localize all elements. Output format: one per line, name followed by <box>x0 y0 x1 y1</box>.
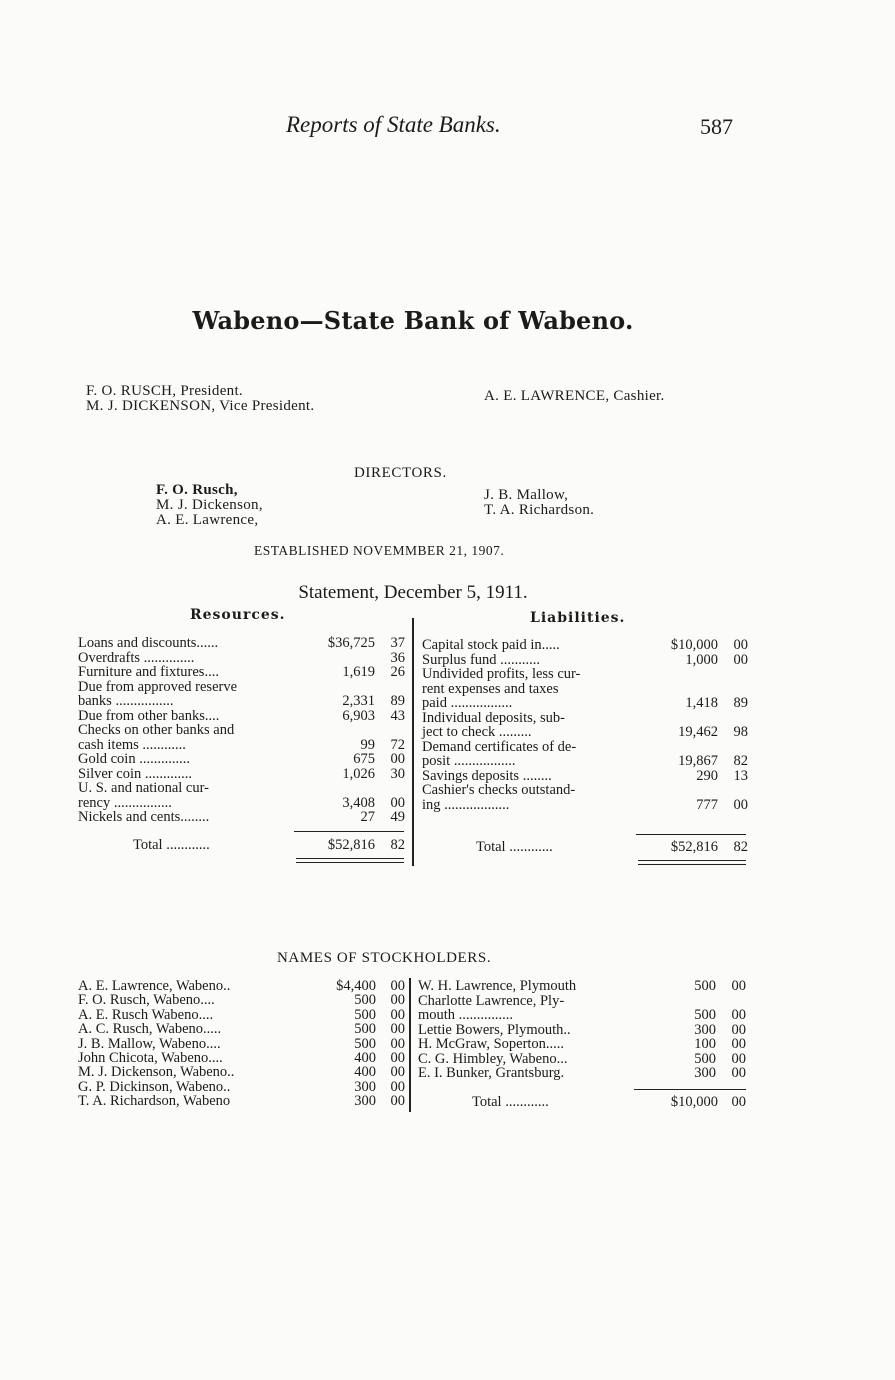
row-label: Capital stock paid in..... <box>422 637 560 653</box>
liability-row <box>422 696 748 711</box>
row-dollars: 2,331 <box>342 693 375 709</box>
row-dollars: 1,619 <box>342 664 375 680</box>
resource-row <box>78 636 405 651</box>
row-cents: 98 <box>733 724 748 740</box>
resource-row <box>78 810 405 825</box>
total-label: Total ............ <box>476 839 553 855</box>
row-dollars: 19,867 <box>678 753 718 769</box>
row-dollars: 675 <box>353 751 375 767</box>
total-dollars: $10,000 <box>670 1094 718 1110</box>
row-label: rency ................ <box>78 794 172 811</box>
total-dollars: $52,816 <box>670 839 718 855</box>
liability-row <box>422 667 748 682</box>
row-label: Loans and discounts...... <box>78 635 219 651</box>
row-label: cash items ............ <box>78 736 186 753</box>
row-label: A. C. Rusch, Wabeno..... <box>78 1021 222 1038</box>
resource-row <box>78 665 405 680</box>
row-dollars: 290 <box>696 767 718 784</box>
row-label: Charlotte Lawrence, Ply- <box>418 992 565 1009</box>
row-label: mouth ............... <box>418 1007 514 1023</box>
row-label: F. O. Rusch, Wabeno.... <box>78 992 215 1009</box>
row-label: posit ................. <box>422 753 516 769</box>
liability-row <box>422 783 748 798</box>
liability-row <box>422 638 748 653</box>
row-label: Overdrafts .............. <box>78 649 195 666</box>
row-cents: 00 <box>390 992 405 1009</box>
row-label: Nickels and cents........ <box>78 809 210 825</box>
row-cents: 00 <box>731 1036 746 1052</box>
row-dollars: 500 <box>354 1006 376 1023</box>
row-cents: 00 <box>731 1021 746 1038</box>
row-cents: 00 <box>733 796 748 813</box>
liability-row <box>422 725 748 740</box>
liability-row <box>422 754 748 769</box>
row-cents: 00 <box>390 1078 405 1095</box>
liability-row <box>422 798 748 813</box>
row-cents: 30 <box>390 765 405 782</box>
row-label: Gold coin .............. <box>78 751 190 767</box>
row-dollars: 500 <box>694 978 716 994</box>
stockholders-total-row <box>472 1095 746 1110</box>
director-name: M. J. Dickenson, <box>156 497 263 513</box>
row-label: Due from other banks.... <box>78 707 220 724</box>
row-dollars: 400 <box>354 1050 376 1066</box>
resource-row <box>78 781 405 796</box>
stockholders-column-divider <box>409 978 411 1112</box>
row-dollars: $36,725 <box>327 635 375 651</box>
statement-column-divider <box>412 618 414 866</box>
resources-total-row <box>133 838 405 853</box>
row-label: ing .................. <box>422 796 510 813</box>
stockholders-heading: NAMES OF STOCKHOLDERS. <box>277 950 492 966</box>
stockholder-row <box>78 1094 405 1109</box>
row-label: Furniture and fixtures.... <box>78 664 219 680</box>
row-cents: 00 <box>731 1050 746 1067</box>
director-name: J. B. Mallow, <box>484 487 569 503</box>
stockholder-row <box>78 1022 405 1037</box>
row-dollars: 300 <box>694 1065 716 1081</box>
liabilities-total-rule <box>636 834 746 835</box>
row-dollars: 1,026 <box>342 765 375 782</box>
row-dollars: 500 <box>354 1035 376 1052</box>
liabilities-heading: Liabilities. <box>530 610 626 626</box>
cashier-line: A. E. LAWRENCE, Cashier. <box>484 388 665 404</box>
row-cents: 00 <box>390 751 405 767</box>
row-label: J. B. Mallow, Wabeno.... <box>78 1035 221 1052</box>
row-dollars: 300 <box>354 1093 376 1110</box>
row-cents: 49 <box>390 809 405 825</box>
bank-title: Wabeno—State Bank of Wabeno. <box>192 306 634 335</box>
row-dollars: 500 <box>694 1007 716 1023</box>
row-cents: 36 <box>390 649 405 666</box>
row-label: Silver coin ............. <box>78 765 192 782</box>
total-cents: 82 <box>733 839 748 855</box>
row-label: paid ................. <box>422 695 513 711</box>
resources-double-rule <box>296 862 404 863</box>
row-label: Checks on other banks and <box>78 722 235 738</box>
row-cents: 37 <box>390 635 405 651</box>
row-dollars: 1,418 <box>685 695 718 711</box>
total-cents: 82 <box>390 837 405 853</box>
row-cents: 00 <box>731 1007 746 1023</box>
total-cents: 00 <box>731 1094 746 1110</box>
row-dollars: 500 <box>694 1050 716 1067</box>
president-line: F. O. RUSCH, President. <box>86 383 243 399</box>
director-name: T. A. Richardson. <box>484 502 595 518</box>
row-label: Cashier's checks outstand- <box>422 782 576 798</box>
running-title: Reports of State Banks. <box>286 112 501 137</box>
row-label: H. McGraw, Soperton..... <box>418 1036 565 1052</box>
total-label: Total ............ <box>472 1094 549 1110</box>
row-cents: 43 <box>390 707 405 724</box>
row-cents: 00 <box>733 651 748 668</box>
director-name: A. E. Lawrence, <box>156 512 259 528</box>
resources-heading: Resources. <box>190 607 286 623</box>
row-dollars: 1,000 <box>685 651 718 668</box>
row-label: John Chicota, Wabeno.... <box>78 1050 223 1066</box>
vice-president-line: M. J. DICKENSON, Vice President. <box>86 398 315 414</box>
row-label: G. P. Dickinson, Wabeno.. <box>78 1078 231 1095</box>
row-cents: 00 <box>733 637 748 653</box>
resources-double-rule <box>296 858 404 859</box>
row-cents: 13 <box>733 767 748 784</box>
row-cents: 82 <box>733 753 748 769</box>
liabilities-double-rule <box>638 864 746 865</box>
established-line: ESTABLISHED NOVEMMBER 21, 1907. <box>254 543 505 558</box>
total-dollars: $52,816 <box>327 837 375 853</box>
total-label: Total ............ <box>133 837 210 853</box>
row-dollars: 3,408 <box>342 794 375 811</box>
row-cents: 89 <box>733 695 748 711</box>
row-dollars: 300 <box>694 1021 716 1038</box>
liabilities-double-rule <box>638 860 746 861</box>
stockholder-row <box>418 1037 746 1052</box>
resource-row <box>78 752 405 767</box>
resource-row <box>78 723 405 738</box>
page-number: 587 <box>700 114 733 139</box>
row-dollars: 777 <box>696 796 718 813</box>
statement-title: Statement, December 5, 1911. <box>298 582 528 603</box>
row-dollars: 500 <box>354 992 376 1009</box>
row-label: Demand certificates of de- <box>422 738 577 755</box>
row-cents: 00 <box>731 1065 746 1081</box>
row-label: Lettie Bowers, Plymouth.. <box>418 1021 571 1038</box>
row-dollars: 100 <box>694 1036 716 1052</box>
row-label: banks ................ <box>78 693 174 709</box>
row-label: Surplus fund ........... <box>422 651 541 668</box>
row-cents: 00 <box>390 1050 405 1066</box>
row-dollars: 19,462 <box>678 724 718 740</box>
row-dollars: 27 <box>360 809 375 825</box>
row-label: T. A. Richardson, Wabeno <box>78 1093 231 1110</box>
row-cents: 00 <box>390 1006 405 1023</box>
stockholder-row <box>418 979 746 994</box>
row-cents: 00 <box>390 1093 405 1110</box>
row-label: rent expenses and taxes <box>422 680 559 697</box>
row-label: Savings deposits ........ <box>422 767 552 784</box>
row-cents: 00 <box>390 794 405 811</box>
row-dollars: $10,000 <box>670 637 718 653</box>
row-label: A. E. Lawrence, Wabeno.. <box>78 978 231 994</box>
row-label: E. I. Bunker, Grantsburg. <box>418 1065 565 1081</box>
row-cents: 00 <box>390 978 405 994</box>
row-cents: 72 <box>390 736 405 753</box>
row-dollars: 300 <box>354 1078 376 1095</box>
stockholders-total-rule <box>634 1089 746 1090</box>
row-label: A. E. Rusch Wabeno.... <box>78 1006 214 1023</box>
liabilities-total-row <box>476 840 748 855</box>
row-label: M. J. Dickenson, Wabeno.. <box>78 1064 235 1081</box>
row-dollars: 99 <box>360 736 375 753</box>
row-dollars: 400 <box>354 1064 376 1081</box>
row-cents: 00 <box>390 1021 405 1038</box>
resource-row <box>78 694 405 709</box>
row-cents: 89 <box>390 693 405 709</box>
row-label: Due from approved reserve <box>78 678 238 695</box>
row-label: U. S. and national cur- <box>78 780 209 796</box>
row-cents: 00 <box>390 1064 405 1081</box>
row-label: C. G. Himbley, Wabeno... <box>418 1050 568 1067</box>
row-cents: 26 <box>390 664 405 680</box>
resources-total-rule <box>294 831 404 832</box>
row-cents: 00 <box>390 1035 405 1052</box>
row-label: ject to check ......... <box>422 724 532 740</box>
row-label: Individual deposits, sub- <box>422 709 565 726</box>
row-cents: 00 <box>731 978 746 994</box>
director-name: F. O. Rusch, <box>156 482 238 498</box>
row-label: Undivided profits, less cur- <box>422 666 581 682</box>
stockholder-row <box>418 1008 746 1023</box>
stockholder-row <box>418 1066 746 1081</box>
row-dollars: 500 <box>354 1021 376 1038</box>
row-label: W. H. Lawrence, Plymouth <box>418 978 577 994</box>
row-dollars: $4,400 <box>336 978 376 994</box>
directors-heading: DIRECTORS. <box>354 465 447 481</box>
row-dollars: 6,903 <box>342 707 375 724</box>
